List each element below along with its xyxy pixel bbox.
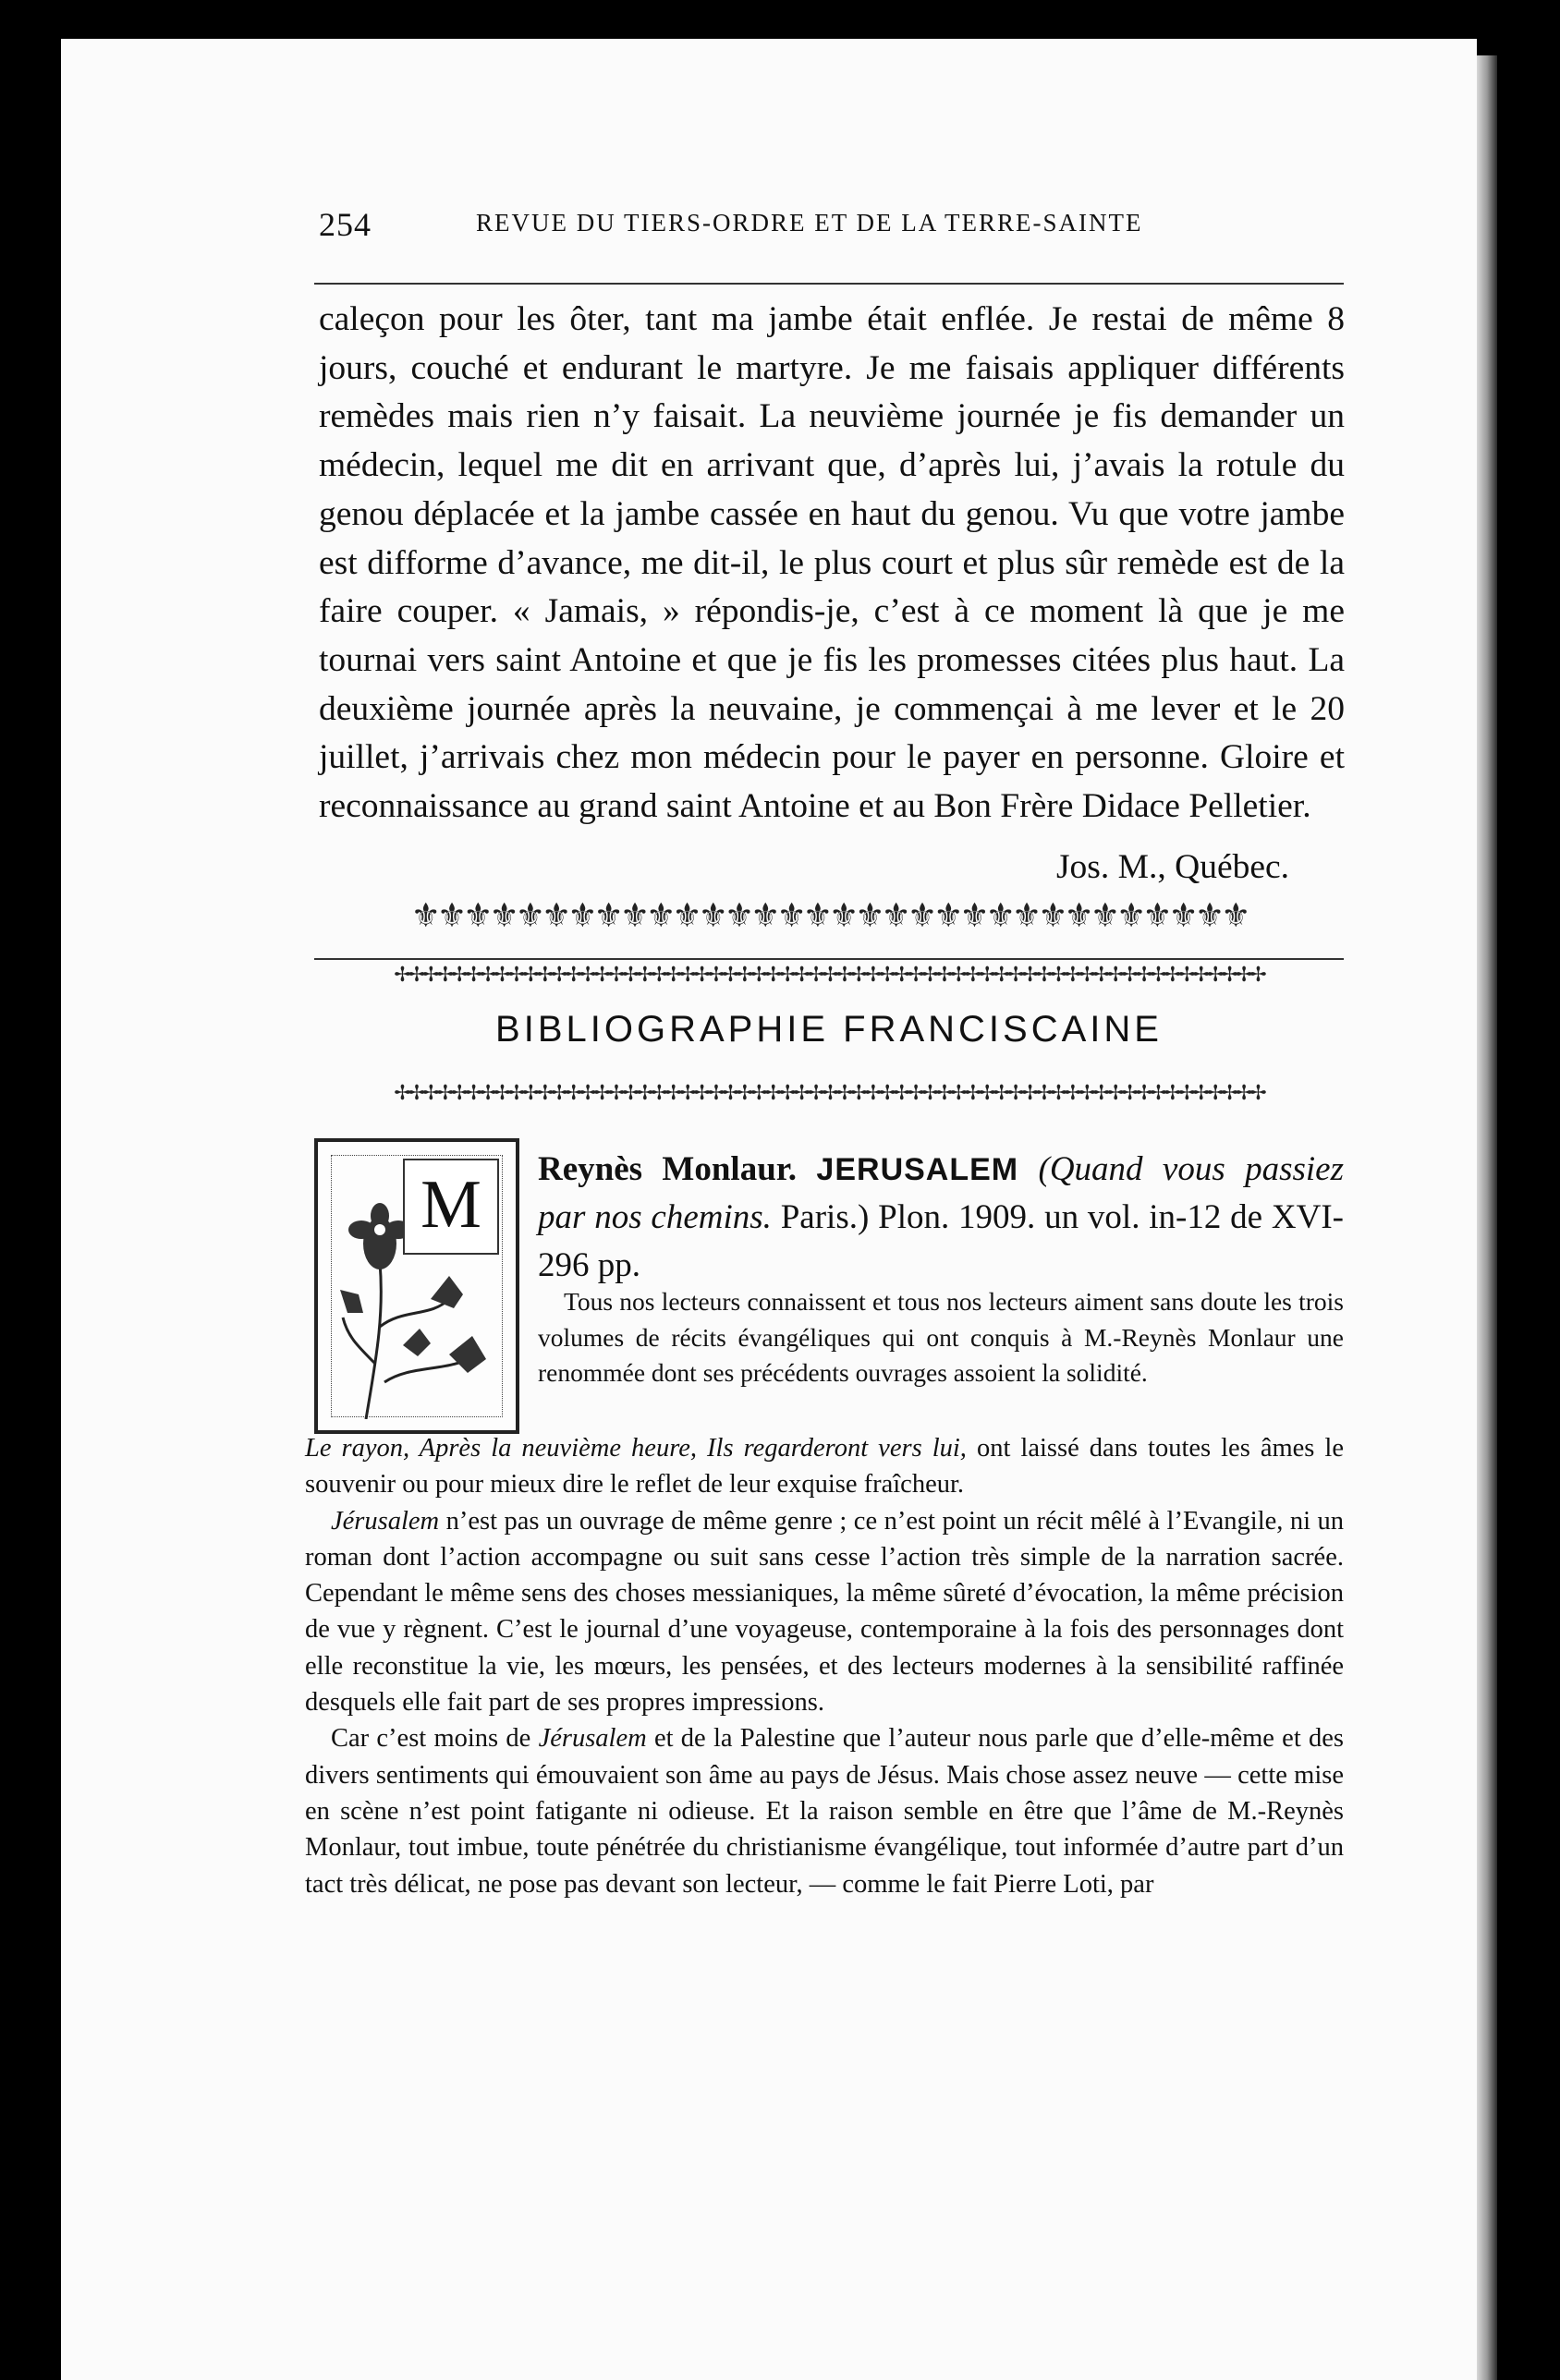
initial-letter-box <box>403 1159 499 1255</box>
running-title: REVUE DU TIERS-ORDRE ET DE LA TERRE-SAINTE <box>476 209 1143 237</box>
review-title-jerusalem-2: Jérusalem <box>538 1724 647 1754</box>
fleuron-border: ⚜⚜⚜⚜⚜⚜⚜⚜⚜⚜⚜⚜⚜⚜⚜⚜⚜⚜⚜⚜⚜⚜⚜⚜⚜⚜⚜⚜⚜⚜⚜⚜ <box>410 897 1248 934</box>
cross-border-bottom: ✢✢✢✢✢✢✢✢✢✢✢✢✢✢✢✢✢✢✢✢✢✢✢✢✢✢✢✢✢✢✢✢✢✢✢✢✢✢✢✢✢✢✢✢✢✢✢✢✢✢✢✢✢✢✢✢✢✢✢✢✢ <box>394 1081 1264 1104</box>
header-rule <box>314 283 1344 285</box>
section-title: BIBLIOGRAPHIE FRANCISCAINE <box>495 1009 1163 1050</box>
initial-letter: M <box>420 1167 481 1243</box>
review-paragraph-3 <box>305 1720 1344 1901</box>
entry-author: Reynès Monlaur. <box>538 1150 798 1188</box>
review-paragraph-3-text: et de la Palestine que l’auteur nous parle que d’elle-même et des divers sentiments qui émouvaient son âme au pays de Jésus. Mais chose assez neuve — cette mise en scène n’est point fatigante ni odieuse. Et la raison semble en être que l’âme de M.-Reynès Monlaur, tout imbue, toute pénétrée du christianisme évangélique, tout informée d’autre part d’un tact très délicat, ne pose pas devant son lecteur, — comme le fait Pierre Loti, par <box>305 1724 1344 1899</box>
review-titles-list: Le rayon, Après la neuvième heure, Ils regarderont vers lui, <box>305 1434 967 1463</box>
testimony-paragraph: caleçon pour les ôter, tant ma jambe était enflée. Je restai de même 8 jours, couché et endurant le martyre. Je me faisais appliquer différents remèdes mais rien n’y faisait. La neuvième journée je fis demander un médecin, lequel me dit en arrivant que, d’après lui, j’avais la rotule du genou déplacée et la jambe cassée en haut du genou. Vu que votre jambe est difforme d’avance, me dit-il, le plus court et plus sûr remède est de la faire couper. « Jamais, » répondis-je, c’est à ce moment là que je me tournai vers saint Antoine et que je fis les promesses citées plus haut. La deuxième journée après la neuvaine, je commençai à me lever et le 20 juillet, j’arrivais chez mon médecin pour le payer en personne. Gloire et reconnaissance au grand saint Antoine et au Bon Frère Didace Pelletier. <box>319 300 1345 826</box>
book-spine-shadow <box>1477 55 1497 2380</box>
review-paragraph-2-text: n’est pas un ouvrage de même genre ; ce n’est point un récit mêlé à l’Evangile, ni un roman dont l’action accompagne ou suit sans cesse l’action très simple de la narration sacrée. Cependant le même sens des choses messianiques, la même sûreté d’évocation, la même précision de vue y règnent. C’est le journal d’une voyageuse, contemporaine à la fois des personnages dont elle reconstitue la vie, les mœurs, les pensées, et des lecteurs modernes à la sensibilité raffinée desquels elle fait part de ses propres impressions. <box>305 1506 1344 1718</box>
review-body <box>305 1430 1344 1902</box>
cross-border-top: ✢✢✢✢✢✢✢✢✢✢✢✢✢✢✢✢✢✢✢✢✢✢✢✢✢✢✢✢✢✢✢✢✢✢✢✢✢✢✢✢✢✢✢✢✢✢✢✢✢✢✢✢✢✢✢✢✢✢✢✢✢ <box>394 963 1264 986</box>
entry-subtitle: (Quand vous passiez par nos chemins. <box>538 1150 1344 1236</box>
bibliography-entry-heading <box>538 1146 1344 1290</box>
review-paragraph-3-start: Car c’est moins de <box>331 1724 539 1754</box>
review-paragraph-2 <box>305 1503 1344 1721</box>
ornamental-initial <box>314 1138 519 1434</box>
review-paragraph-1 <box>305 1430 1344 1503</box>
review-paragraph-1-text: ont laissé dans toutes les âmes le souvenir ou pour mieux dire le reflet de leur exquise fraîcheur. <box>305 1434 1344 1500</box>
review-title-jerusalem: Jérusalem <box>331 1506 440 1536</box>
page-header <box>319 205 1345 251</box>
section-rule <box>314 958 1344 960</box>
page-number: 254 <box>319 206 372 243</box>
testimony-signature: Jos. M., Québec. <box>1055 848 1289 886</box>
entry-work-title: JERUSALEM <box>816 1152 1019 1187</box>
entry-place: Paris.) <box>780 1198 870 1236</box>
entry-intro: Tous nos lecteurs connaissent et tous nos lecteurs aiment sans doute les trois volumes de récits évangéliques qui ont conquis à M.-Reynès Monlaur une renommée dont ses précédents ouvrages assoient la solidité. <box>538 1287 1344 1387</box>
entry-publication: Plon. 1909. un vol. in-12 de XVI-296 pp. <box>538 1198 1344 1284</box>
